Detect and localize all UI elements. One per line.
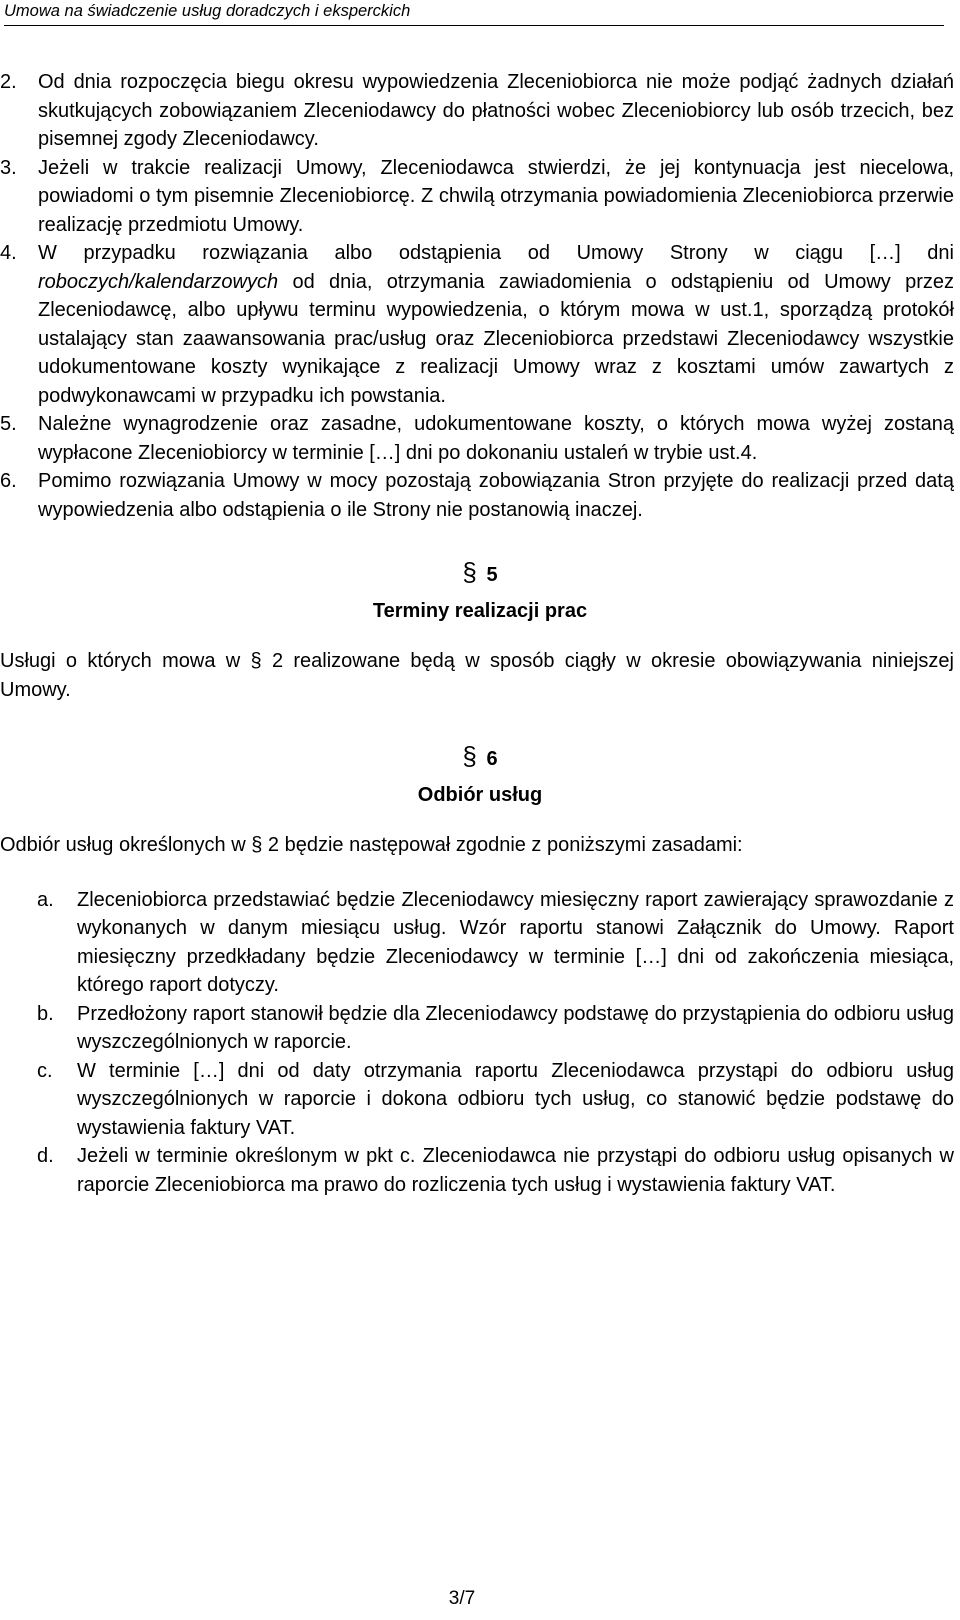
- paragraph-italic-text: roboczych/kalendarzowych: [38, 270, 279, 293]
- section-6-intro: Odbiór usług określonych w § 2 będzie następował zgodnie z poniższymi zasadami:: [0, 834, 743, 856]
- list-item-a: [37, 886, 954, 1000]
- paragraph-number: 2.: [0, 71, 17, 93]
- paragraph-text: Jeżeli w trakcie realizacji Umowy, Zleceniodawca stwierdzi, że jej kontynuacja jest niecelowa, powiadomi o tym pisemnie Zleceniobiorcę. Z chwilą otrzymania powiadomienia Zleceniobiorca przerwie realizację przedmiotu Umowy.: [38, 156, 954, 236]
- paragraph-5: [0, 410, 954, 467]
- section-6-heading: [0, 738, 960, 813]
- paragraph-2: [0, 68, 954, 154]
- section-symbol: §: [462, 557, 477, 587]
- list-item-letter: d.: [37, 1145, 54, 1167]
- paragraph-number: 5.: [0, 413, 17, 435]
- list-item-text: W terminie […] dni od daty otrzymania raportu Zleceniodawca przystąpi do odbioru usług wyszczególnionych w raporcie i dokona odbioru tych usług, co stanowić będzie podstawę do wystawienia faktury VAT.: [77, 1059, 954, 1139]
- paragraph-text: W przypadku rozwiązania albo odstąpienia od Umowy Strony w ciągu […] dni: [38, 242, 954, 264]
- paragraph-text: Od dnia rozpoczęcia biegu okresu wypowiedzenia Zleceniobiorca nie może podjąć żadnych działań skutkujących zobowiązaniem Zleceniodawcy do płatności wobec Zleceniobiorcy lub osób trzecich, bez pisemnej zgody Zleceniodawcy.: [38, 71, 954, 150]
- paragraph-number: 3.: [0, 156, 17, 179]
- list-item-text: Zleceniobiorca przedstawiać będzie Zleceniodawcy miesięczny raport zawierający sprawozdanie z wykonanych w danym miesiącu usług. Wzór raportu stanowi Załącznik do Umowy. Raport miesięczny przedkładany będzie Zleceniodawcy w terminie […] dni od zakończenia miesiąca, którego raport dotyczy.: [77, 888, 954, 996]
- section-title: Terminy realizacji prac: [372, 600, 588, 622]
- paragraph-number: 6.: [0, 470, 17, 492]
- section-number: 6: [486, 748, 498, 770]
- page-number: 3/7: [448, 1588, 476, 1609]
- list-item-text: Przedłożony raport stanowił będzie dla Zleceniodawcy podstawę do przystąpienia do odbioru usług wyszczególnionych w raporcie.: [77, 1002, 954, 1053]
- list-item-c: [37, 1057, 954, 1143]
- section-5-body: Usługi o których mowa w § 2 realizowane będą w sposób ciągły w okresie obowiązywania niniejszej Umowy.: [0, 650, 954, 701]
- list-item-b: [37, 1000, 954, 1057]
- section-5-heading: [0, 554, 960, 629]
- paragraph-6: [0, 467, 954, 524]
- paragraph-text: Pomimo rozwiązania Umowy w mocy pozostają zobowiązania Stron przyjęte do realizacji przed datą wypowiedzenia albo odstąpienia o ile Strony nie postanowią inaczej.: [38, 470, 954, 521]
- list-item-letter: b.: [37, 1002, 54, 1025]
- list-item-letter: c.: [37, 1059, 53, 1082]
- list-item-d: [37, 1142, 954, 1199]
- section-title: Odbiór usług: [417, 784, 543, 806]
- paragraph-number: 4.: [0, 242, 17, 264]
- document-header: [4, 0, 944, 26]
- paragraph-3: [0, 154, 954, 240]
- document-body: [0, 68, 960, 1199]
- section-number: 5: [486, 564, 498, 586]
- paragraph-text: od dnia, otrzymania zawiadomienia o odstąpieniu od Umowy przez Zleceniodawcę, albo upływu terminu wypowiedzenia, o którym mowa w ust.1, sporządzą protokół ustalający stan zaawansowania prac/usług oraz Zleceniobiorca przedstawi Zleceniodawcy wszystkie udokumentowane koszty wynikające z realizacji Umowy wraz z kosztami umów zawartych z podwykonawcami w przypadku ich powstania.: [38, 270, 954, 407]
- paragraph-text: Należne wynagrodzenie oraz zasadne, udokumentowane koszty, o których mowa wyżej zostaną wypłacone Zleceniobiorcy w terminie […] dni po dokonaniu ustaleń w trybie ust.4.: [38, 413, 954, 464]
- paragraph-4: [0, 239, 954, 410]
- section-symbol: §: [462, 741, 477, 771]
- header-title: Umowa na świadczenie usług doradczych i eksperckich: [4, 2, 411, 20]
- list-item-text: Jeżeli w terminie określonym w pkt c. Zleceniodawca nie przystąpi do odbioru usług opisanych w raporcie Zleceniobiorca ma prawo do rozliczenia tych usług i wystawienia faktury VAT.: [77, 1145, 954, 1196]
- list-item-letter: a.: [37, 888, 54, 911]
